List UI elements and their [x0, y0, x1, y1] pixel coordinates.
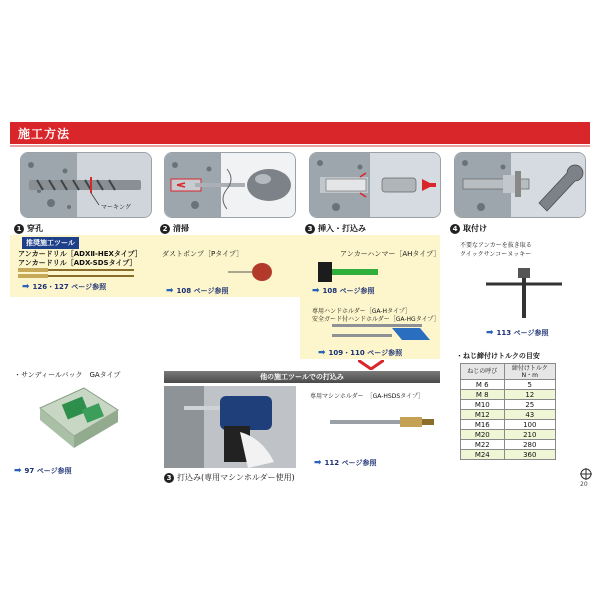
- torque-cell: 360: [504, 450, 555, 460]
- machine-holder-photo: [164, 386, 296, 468]
- step-number: 1: [14, 224, 24, 234]
- corner-mark: 20: [580, 481, 588, 488]
- arrow-right-icon: ➡: [166, 286, 174, 296]
- sandy-pack-illustration: [34, 384, 122, 450]
- pump-page-ref-link[interactable]: [166, 286, 228, 296]
- torque-cell: 280: [504, 440, 555, 450]
- size-cell: M12: [461, 410, 505, 420]
- table-row: [461, 400, 556, 410]
- guard-holder-label: 安全ガード付ハンドホルダー［GA-HGタイプ］: [312, 316, 440, 323]
- hand-holder-illustration: [332, 322, 432, 346]
- sandy-pack-label: ・サンディールパック GAタイプ: [14, 371, 121, 379]
- removal-tool-desc: 不要なアンカーを抜き取る: [460, 242, 532, 249]
- torque-cell: 100: [504, 420, 555, 430]
- step-3-caption: [305, 223, 366, 234]
- machine-holder-page-ref: 112 ページ参照: [324, 459, 377, 467]
- step-number: 3: [305, 224, 315, 234]
- recommended-tools-tag: 推奨施工ツール: [22, 237, 79, 249]
- machine-holder-caption: [164, 472, 295, 483]
- torque-col-unit: N・m: [521, 371, 538, 379]
- section-header-bar: [10, 122, 590, 144]
- machine-holder-illustration: [330, 414, 434, 430]
- holder-page-ref-link[interactable]: [318, 348, 402, 358]
- anchor-drill-sds-label: アンカードリル［ADX-SDSタイプ］: [18, 259, 137, 267]
- step-number: 4: [450, 224, 460, 234]
- torque-cell: 43: [504, 410, 555, 420]
- drill-page-ref-link[interactable]: [22, 282, 106, 292]
- dust-pump-label: ダストポンプ［Pタイプ］: [162, 250, 244, 258]
- page-title: 施工方法: [18, 127, 71, 141]
- step-4-caption: [450, 223, 487, 234]
- step-2-image: [164, 152, 296, 218]
- cleaning-illustration: [165, 153, 296, 218]
- table-row: [461, 450, 556, 460]
- torque-cell: 12: [504, 390, 555, 400]
- arrow-right-icon: ➡: [312, 286, 320, 296]
- arrow-right-icon: ➡: [22, 282, 30, 292]
- size-cell: M20: [461, 430, 505, 440]
- table-row: [461, 410, 556, 420]
- hand-holder-label: 専用ハンドホルダー［GA-Hタイプ］: [312, 308, 411, 315]
- step-2-label: 清掃: [173, 224, 189, 233]
- marking-label: マーキング: [101, 204, 131, 211]
- drill-bits-illustration: [18, 267, 138, 279]
- removal-tool-name: クイックサンコーヌッキー: [460, 251, 532, 258]
- step-1-caption: [14, 223, 43, 234]
- torque-col-size: ねじの呼び: [461, 364, 505, 380]
- arrow-right-icon: ➡: [486, 328, 494, 338]
- arrow-right-icon: ➡: [14, 466, 22, 476]
- size-cell: M24: [461, 450, 505, 460]
- holder-page-ref: 109・110 ページ参照: [328, 349, 403, 357]
- step-4-image: [454, 152, 586, 218]
- machine-holder-caption-text: 打込み(専用マシンホルダー使用): [177, 473, 295, 482]
- pump-page-ref: 108 ページ参照: [176, 287, 229, 295]
- step-4-label: 取付け: [463, 224, 487, 233]
- divider: [10, 145, 590, 147]
- torque-cell: 25: [504, 400, 555, 410]
- drilling-illustration: [21, 153, 152, 218]
- table-row: [461, 390, 556, 400]
- arrow-right-icon: ➡: [318, 348, 326, 358]
- size-cell: M 6: [461, 380, 505, 390]
- torque-col-torque: [504, 364, 555, 380]
- anchor-hammer-illustration: [318, 258, 378, 284]
- removal-page-ref: 113 ページ参照: [496, 329, 549, 337]
- mounting-illustration: [455, 153, 586, 218]
- step-1-image: [20, 152, 152, 218]
- size-cell: M10: [461, 400, 505, 410]
- hammer-drill-photo: [164, 386, 296, 468]
- sandy-pack-page-ref: 97 ページ参照: [24, 467, 72, 475]
- size-cell: M 8: [461, 390, 505, 400]
- insertion-illustration: [310, 153, 441, 218]
- table-row: [461, 420, 556, 430]
- removal-page-ref-link[interactable]: [486, 328, 548, 338]
- table-row: [461, 380, 556, 390]
- step-1-label: 穿孔: [27, 224, 43, 233]
- table-row: [461, 430, 556, 440]
- hammer-page-ref: 108 ページ参照: [322, 287, 375, 295]
- dust-pump-illustration: [228, 260, 274, 282]
- torque-cell: 210: [504, 430, 555, 440]
- torque-cell: 5: [504, 380, 555, 390]
- table-row: [461, 440, 556, 450]
- anchor-hammer-label: アンカーハンマー［AHタイプ］: [340, 250, 441, 258]
- arrow-right-icon: ➡: [314, 458, 322, 468]
- drill-page-ref: 126・127 ページ参照: [32, 283, 107, 291]
- size-cell: M22: [461, 440, 505, 450]
- other-tool-banner: 他の施工ツールでの打込み: [164, 371, 440, 383]
- size-cell: M16: [461, 420, 505, 430]
- machine-holder-page-ref-link[interactable]: [314, 458, 376, 468]
- step-2-caption: [160, 223, 189, 234]
- step-3-image: [309, 152, 441, 218]
- step-number: 2: [160, 224, 170, 234]
- torque-table: [460, 363, 556, 460]
- quick-remover-illustration: [484, 262, 564, 318]
- torque-table-title: ・ねじ締付けトルクの目安: [456, 352, 540, 360]
- anchor-drill-hex-label: アンカードリル［ADXⅡ-HEXタイプ］: [18, 250, 142, 258]
- machine-holder-label: 専用マシンホルダー ［GA-HSDSタイプ］: [310, 393, 425, 400]
- hammer-page-ref-link[interactable]: [312, 286, 374, 296]
- step-number: 3: [164, 473, 174, 483]
- chevron-down-icon: [358, 360, 384, 370]
- sandy-pack-page-ref-link[interactable]: [14, 466, 72, 476]
- torque-col-label: 締付けトルク: [511, 364, 548, 372]
- step-3-label: 挿入・打込み: [318, 224, 366, 233]
- crosshair-register-icon: [580, 468, 592, 480]
